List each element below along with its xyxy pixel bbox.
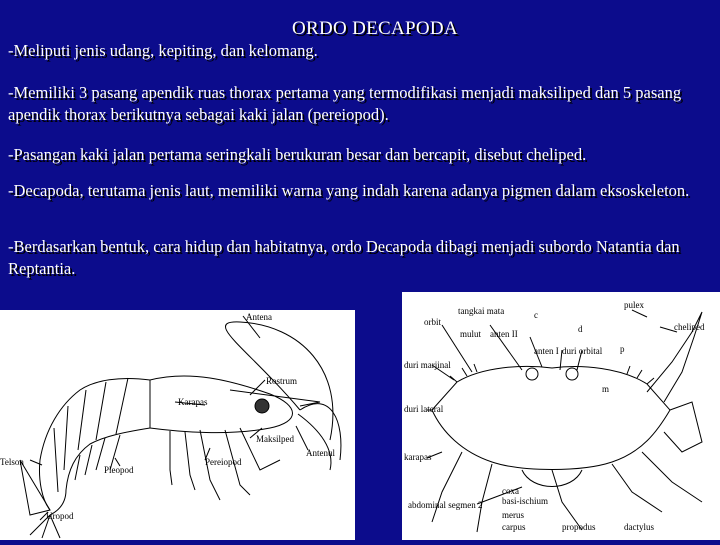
- shrimp-eye: [255, 399, 269, 413]
- shrimp-diagram-panel: [0, 310, 355, 540]
- crab-label-karapas: karapas: [404, 452, 432, 462]
- paragraph-2: -Memiliki 3 pasang apendik ruas thorax pertama yang termodifikasi menjadi maksiliped dan 5 pasang apendik thorax berikutnya sebagai kaki jalan (pereiopod).: [8, 83, 682, 124]
- crab-label-carpus: carpus: [502, 522, 526, 532]
- paragraph-4: -Decapoda, terutama jenis laut, memiliki warna yang indah karena adanya pigmen dalam eksoskeleton.: [8, 181, 690, 200]
- crab-label-anten-i: anten I: [534, 346, 559, 356]
- label-rostrum: Rostrum: [266, 376, 298, 386]
- slide-title: ORDO DECAPODA: [292, 18, 458, 39]
- label-antena: Antena: [246, 312, 272, 322]
- shrimp-antennule: [298, 414, 331, 470]
- crab-label-mulut: mulut: [460, 329, 482, 339]
- crab-eye-right: [566, 368, 578, 380]
- label-telson: Telson: [0, 457, 24, 467]
- crab-label-pulex: pulex: [624, 300, 644, 310]
- label-karapas: Karapas: [178, 397, 208, 407]
- crab-label-duri-marjinal: duri marjinal: [404, 360, 451, 370]
- label-pleopod: Pleopod: [104, 465, 134, 475]
- crab-label-d: d: [578, 324, 583, 334]
- crab-label-anten-ii: anten II: [490, 329, 518, 339]
- crab-label-propodus: propodus: [562, 522, 596, 532]
- crab-carapace: [432, 366, 670, 469]
- shrimp-rostrum: [230, 390, 320, 406]
- crab-label-p: p: [620, 344, 625, 354]
- crab-label-coxa: coxa: [502, 486, 519, 496]
- crab-diagram: [402, 292, 720, 540]
- paragraph-5: -Berdasarkan bentuk, cara hidup dan habitatnya, ordo Decapoda dibagi menjadi subordo Natantia dan Reptantia.: [8, 237, 680, 278]
- shrimp-diagram: [0, 310, 355, 540]
- crab-label-dactylus: dactylus: [624, 522, 654, 532]
- crab-eye-left: [526, 368, 538, 380]
- crab-label-orbit: orbit: [424, 317, 441, 327]
- label-antenul: Antenul: [306, 448, 335, 458]
- crab-label-basi-ischium: basi-ischium: [502, 496, 548, 506]
- paragraph-1: -Meliputi jenis udang, kepiting, dan kelomang.: [8, 41, 318, 60]
- label-uropod: Uropod: [46, 511, 74, 521]
- crab-label-merus: merus: [502, 510, 524, 520]
- crab-label-m: m: [602, 384, 610, 394]
- crab-abdomen: [522, 470, 582, 487]
- crab-label-duri-lateral: duri lateral: [404, 404, 444, 414]
- crab-label-cheliped: cheliped: [674, 322, 705, 332]
- crab-label-tangkai-mata: tangkai mata: [458, 306, 505, 316]
- label-pereiopod: Pereiopod: [205, 457, 242, 467]
- crab-label-abdominal-segmen-2: abdominal segmen 2: [408, 500, 483, 510]
- paragraph-3: -Pasangan kaki jalan pertama seringkali berukuran besar dan bercapit, disebut cheliped.: [8, 145, 587, 164]
- crab-diagram-panel: [402, 292, 720, 540]
- crab-label-c: c: [534, 310, 538, 320]
- label-maksiliped: Maksilped: [256, 434, 294, 444]
- crab-label-duri-orbital: duri orbital: [562, 346, 603, 356]
- shrimp-telson: [20, 460, 50, 515]
